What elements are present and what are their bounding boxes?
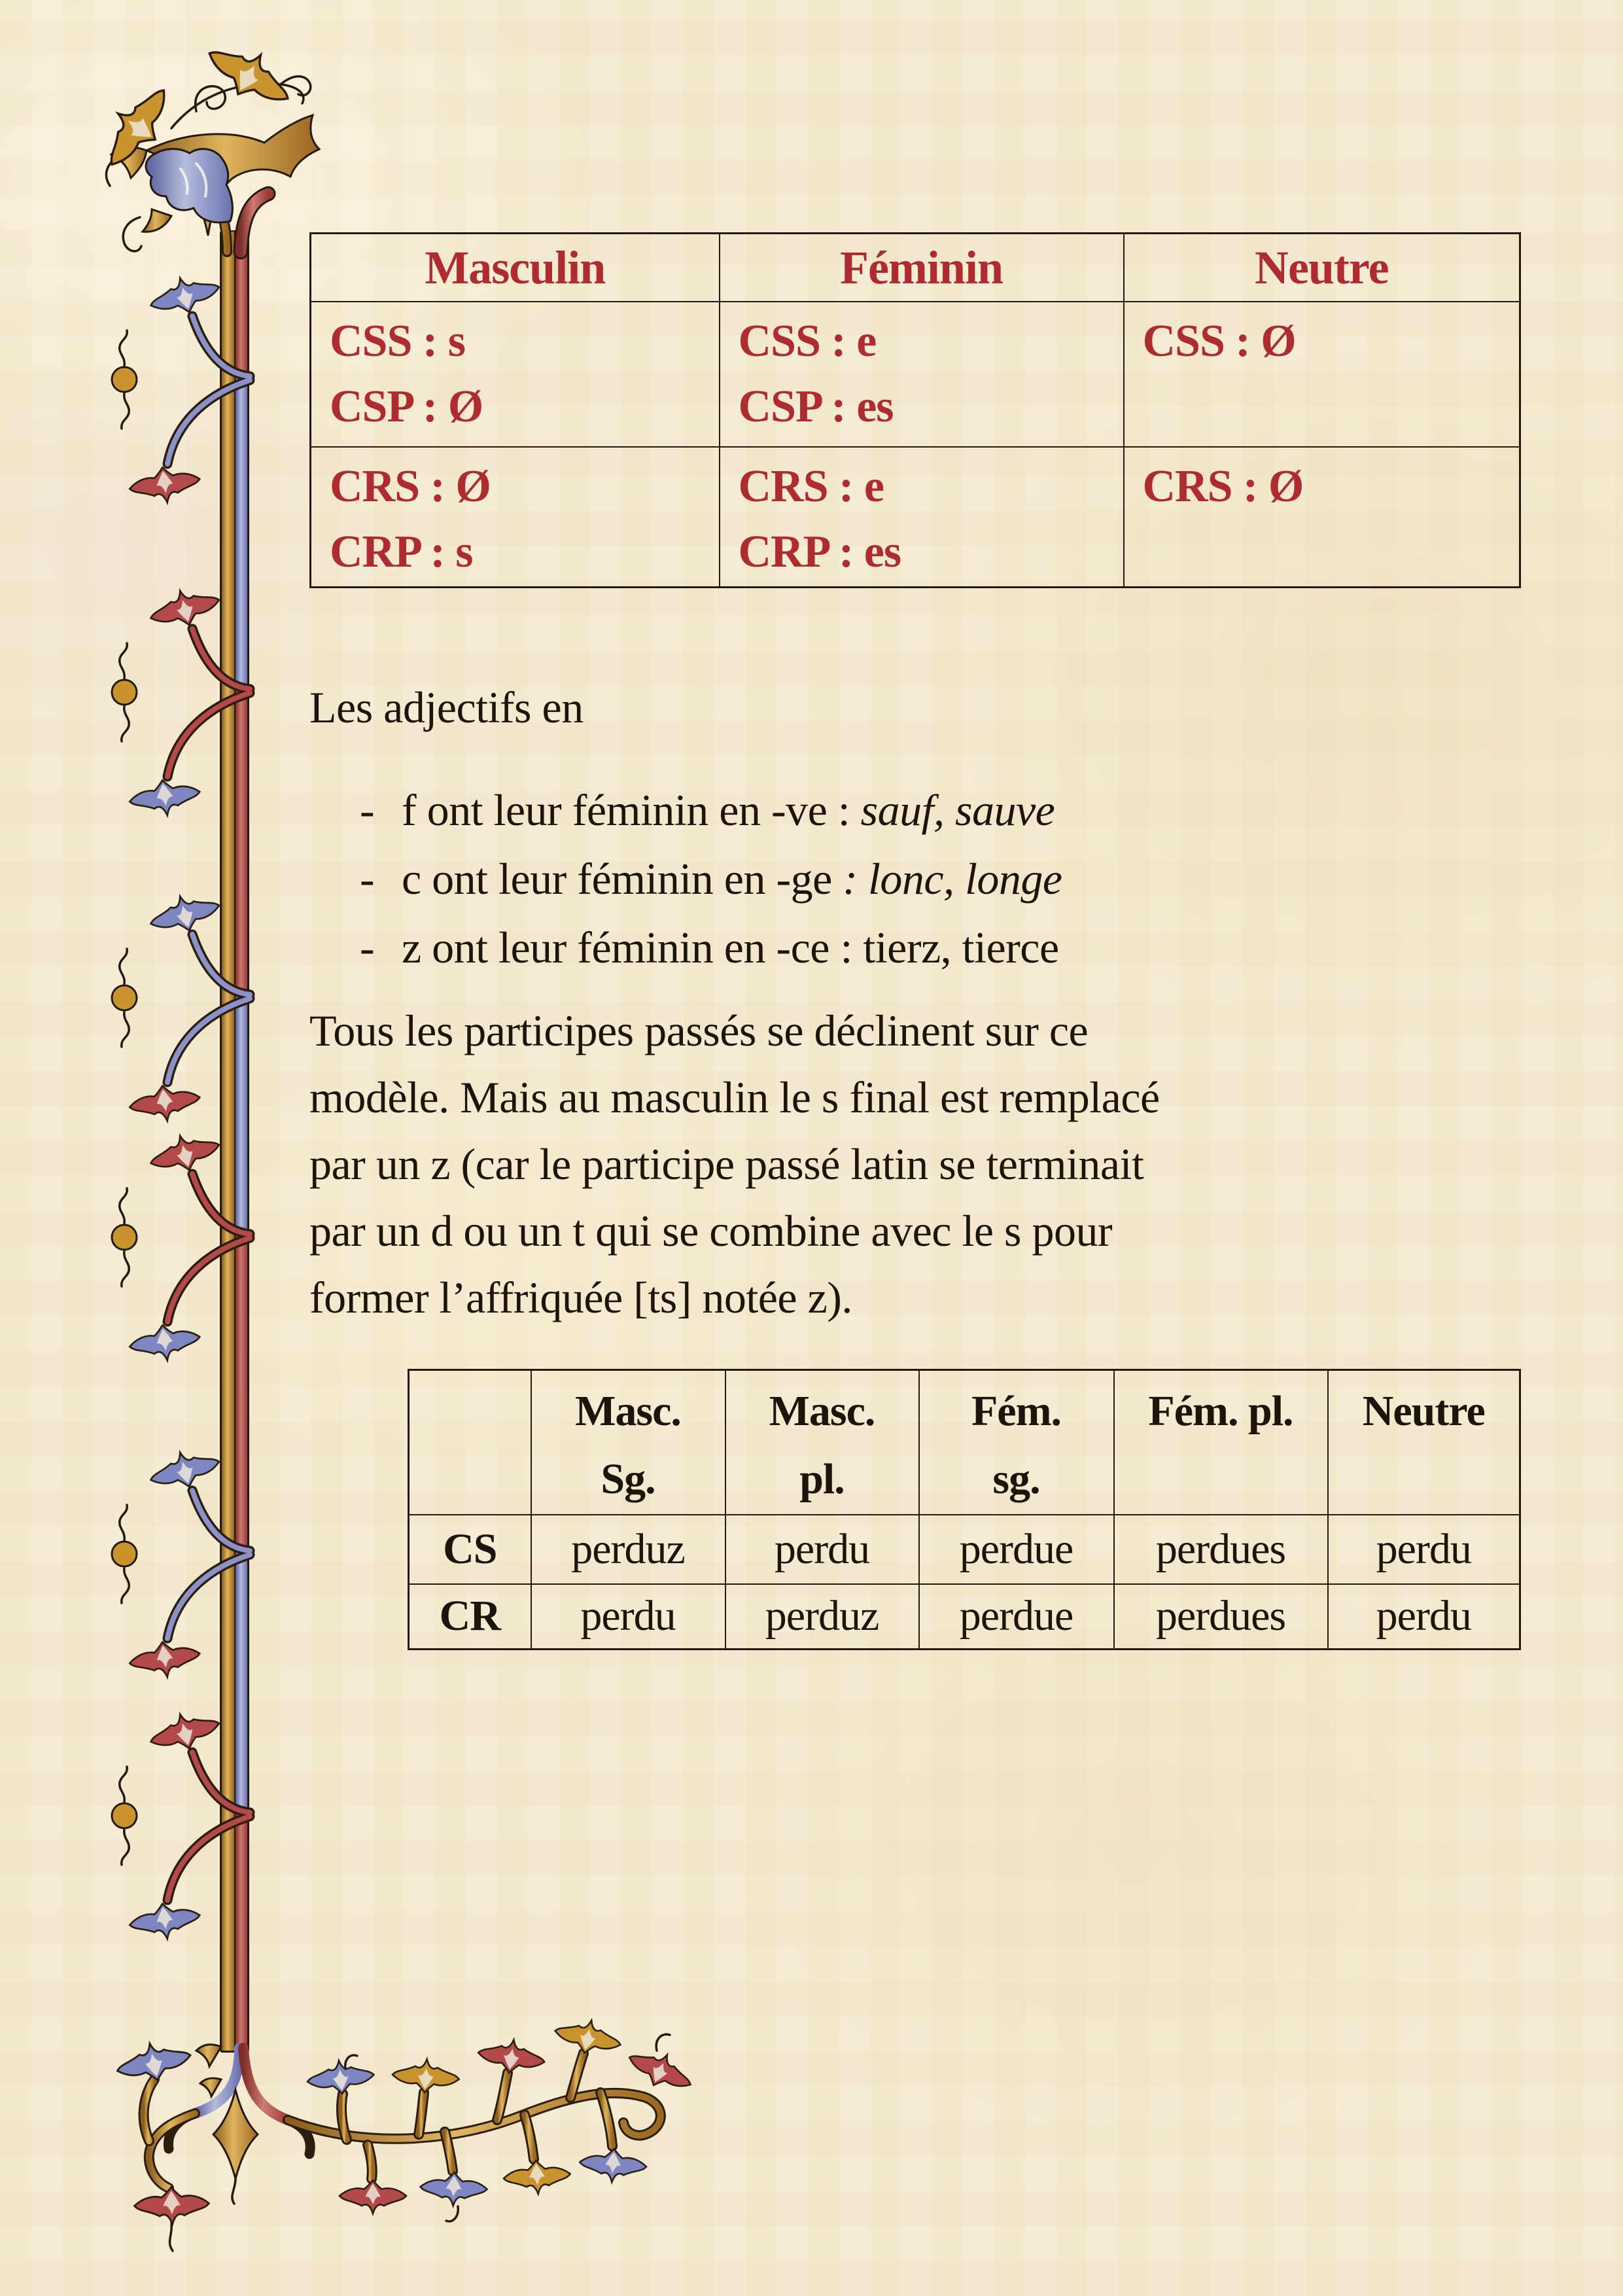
paragraph-line: modèle. Mais au masculin le s final est remplacé xyxy=(309,1072,1160,1122)
table-header-row xyxy=(311,234,1520,302)
bullet-item xyxy=(360,776,1062,845)
bullet-text xyxy=(402,776,1055,845)
cell-line: CRS : Ø xyxy=(330,461,491,512)
header-line: Neutre xyxy=(1362,1387,1485,1435)
header-neutre xyxy=(1328,1370,1520,1515)
header-line: sg. xyxy=(992,1455,1040,1503)
cell-cr-neutre xyxy=(1124,447,1520,588)
cell-line: CSS : Ø xyxy=(1142,316,1296,366)
header-fem-pl xyxy=(1114,1370,1328,1515)
cell: perdues xyxy=(1114,1584,1328,1649)
cell-line: CRP : es xyxy=(738,527,901,577)
bullet-example-italic: sauf, sauve xyxy=(860,785,1055,835)
top-flourish xyxy=(92,33,319,252)
bullet-example-italic: : lonc, longe xyxy=(843,854,1062,904)
paragraph-line: par un z (car le participe passé latin se terminait xyxy=(309,1139,1144,1189)
table-row-cs xyxy=(409,1515,1520,1584)
intro-line: Les adjectifs en xyxy=(309,682,584,732)
cell: perdu xyxy=(1328,1515,1520,1584)
paragraph-line: Tous les participes passés se déclinent sur ce xyxy=(309,1006,1089,1055)
bullet-dash: - xyxy=(360,923,375,972)
cell-line: CSP : es xyxy=(738,381,894,432)
cell-cs-feminin xyxy=(720,302,1124,447)
participle-declension-table xyxy=(408,1369,1521,1650)
header-line: Fém. xyxy=(971,1387,1062,1435)
adjective-declension-table xyxy=(309,232,1521,588)
cell-line: CRS : e xyxy=(738,461,884,512)
cell-line: CSS : e xyxy=(738,316,877,366)
cell: perdue xyxy=(919,1515,1114,1584)
header-line: Masc. xyxy=(769,1387,875,1435)
cell: perdu xyxy=(725,1515,919,1584)
header-neutre: Neutre xyxy=(1124,234,1520,302)
header-masc-pl xyxy=(725,1370,919,1515)
header-line: pl. xyxy=(799,1455,845,1503)
corner-cell xyxy=(409,1370,531,1515)
cell-cs-neutre xyxy=(1124,302,1520,447)
bullet-text-plain: f ont leur féminin en -ve : xyxy=(402,785,861,835)
cell: perduz xyxy=(531,1515,725,1584)
cell: perdues xyxy=(1114,1515,1328,1584)
row-label-cs: CS xyxy=(409,1515,531,1584)
bullet-text-plain: z ont leur féminin en -ce : tierz, tierce xyxy=(402,923,1059,972)
cell-cr-feminin xyxy=(720,447,1124,588)
bullet-dash: - xyxy=(360,785,375,835)
paragraph-line: former l’affriquée [ts] notée z). xyxy=(309,1273,852,1322)
paragraph-line: par un d ou un t qui se combine avec le s pour xyxy=(309,1206,1113,1256)
header-line: Sg. xyxy=(601,1455,655,1503)
cell-line: CRS : Ø xyxy=(1142,461,1304,512)
cell-cs-masculin xyxy=(311,302,720,447)
header-line: Masc. xyxy=(575,1387,681,1435)
border-vertical-bar xyxy=(220,230,249,2053)
cell-line: CSP : Ø xyxy=(330,381,483,432)
table-row xyxy=(311,447,1520,588)
cell-cr-masculin xyxy=(311,447,720,588)
cell: perdu xyxy=(531,1584,725,1649)
participle-paragraph xyxy=(309,997,1160,1331)
cell: perdu xyxy=(1328,1584,1520,1649)
header-line: Fém. pl. xyxy=(1148,1387,1293,1435)
cell: perduz xyxy=(725,1584,919,1649)
header-fem-sg xyxy=(919,1370,1114,1515)
bullet-item xyxy=(360,913,1062,982)
bullet-text xyxy=(402,845,1062,913)
header-masculin: Masculin xyxy=(311,234,720,302)
cell-line: CRP : s xyxy=(330,527,473,577)
header-feminin: Féminin xyxy=(720,234,1124,302)
bullet-dash: - xyxy=(360,854,375,904)
table-row xyxy=(311,302,1520,447)
bullet-text xyxy=(402,913,1059,982)
bullet-text-plain: c ont leur féminin en -ge xyxy=(402,854,843,904)
header-masc-sg xyxy=(531,1370,725,1515)
cell: perdue xyxy=(919,1584,1114,1649)
bullet-list xyxy=(360,776,1062,982)
table-header-row xyxy=(409,1370,1520,1515)
row-label-cr: CR xyxy=(409,1584,531,1649)
bottom-flourish xyxy=(113,2013,697,2251)
cell-line: CSS : s xyxy=(330,316,465,366)
table-row-cr xyxy=(409,1584,1520,1649)
bullet-item xyxy=(360,845,1062,913)
